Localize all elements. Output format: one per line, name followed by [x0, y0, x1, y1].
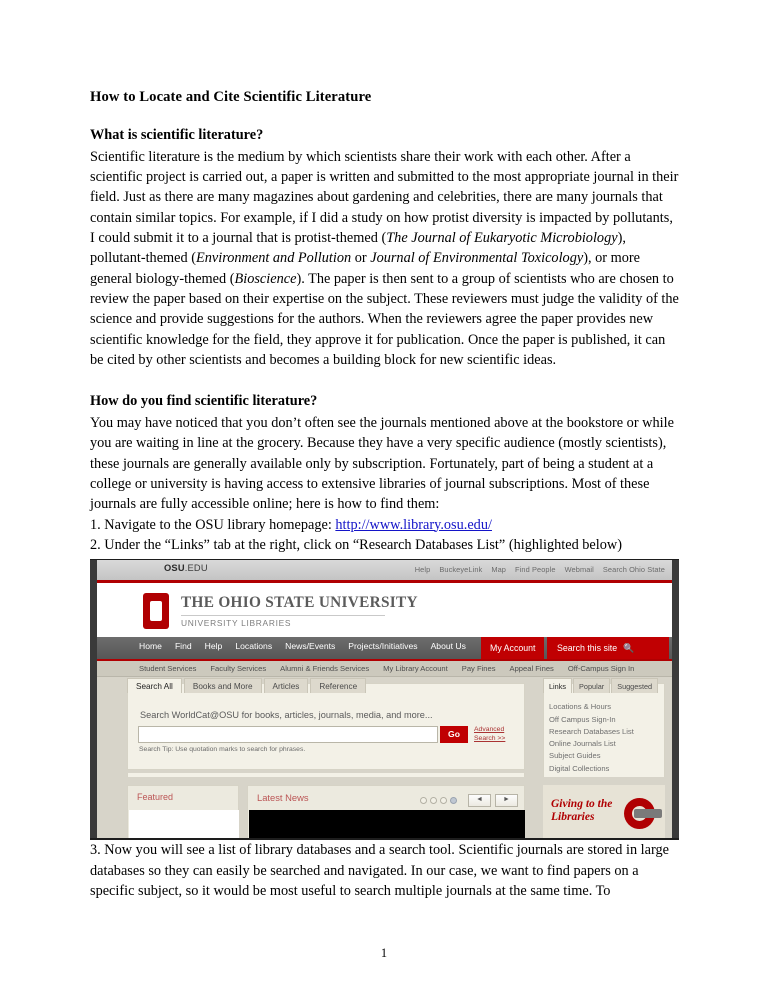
news-carousel-controls — [420, 791, 518, 809]
latest-news-panel — [247, 785, 525, 839]
osu-library-link[interactable]: http://www.library.osu.edu/ — [335, 516, 492, 533]
paragraph-spacer — [90, 370, 679, 391]
latest-news-content — [249, 810, 525, 839]
search-tip-text: Search Tip: Use quotation marks to search for phrases. — [139, 746, 306, 754]
utility-link-help[interactable]: Help — [414, 565, 431, 575]
para1-text-c: or — [351, 250, 371, 267]
subnav-item-student-services[interactable]: Student Services — [139, 664, 197, 674]
paragraph-step-3: 3. Now you will see a list of library databases and a search tool. Scientific journals are stored in large databases so they can easily be searched and navigated. In our case, we want to find papers on a specific subject, so it would be most useful to search multiple journals at the same time. To — [90, 842, 669, 900]
paragraph-how-do-you-find: You may have noticed that you don’t often see the journals mentioned above at the bookstore or while you are waiting in line at the grocery. Because they have a very specific audience (mostly scientists), these journals are generally available only by subscription. Fortunately, part of being a student at a college or university is having access to extensive libraries of journal subscriptions. Most of these journals are fully accessible online; here is how to find them: — [90, 414, 674, 513]
main-navigation — [97, 637, 672, 661]
tab-popular[interactable]: Popular — [573, 678, 610, 693]
carousel-prev-button[interactable]: ◄ — [468, 794, 491, 807]
section-heading-what-is: What is scientific literature? — [90, 127, 264, 144]
page-number: 1 — [380, 946, 388, 960]
university-name: THE OHIO STATE UNIVERSITY — [181, 594, 418, 612]
para1-text-b: ), pollutant-themed ( — [90, 229, 626, 267]
link-locations-hours[interactable]: Locations & Hours — [549, 702, 612, 712]
section-heading-how-do-you-find: How do you find scientific literature? — [90, 393, 318, 410]
sub-nav-items — [139, 664, 648, 673]
osu-edu-rest: .EDU — [184, 563, 208, 574]
link-off-campus-sign-in[interactable]: Off Campus Sign-In — [549, 714, 616, 724]
para1-text-a: Scientific literature is the medium by which scientists share their work with each other. After a scientific project is carried out, a paper is written and submitted to the most appropriate journal in their field. Just as there are many magazines about gardening and celebrities, there are many journals that contain similar topics. For example, if I did a study on how protist diversity is impacted by pollutants, I could submit it to a journal that is protist-themed ( — [90, 148, 679, 246]
nav-item-find[interactable]: Find — [174, 641, 192, 652]
giving-banner-text — [551, 798, 612, 824]
giving-to-libraries-banner[interactable] — [543, 785, 665, 839]
carousel-next-button[interactable]: ► — [495, 794, 518, 807]
step-1-text: 1. Navigate to the OSU library homepage: — [90, 516, 336, 533]
screenshot-viewport — [97, 560, 672, 839]
subnav-item-appeal-fines[interactable]: Appeal Fines — [509, 664, 554, 674]
embedded-screenshot-osu-library — [90, 559, 679, 840]
nav-item-locations[interactable]: Locations — [235, 641, 273, 652]
go-button[interactable]: Go — [440, 726, 468, 743]
nav-item-news-events[interactable]: News/Events — [285, 641, 336, 652]
nav-item-projects-initiatives[interactable]: Projects/Initiatives — [348, 641, 418, 652]
carousel-dot-1[interactable] — [420, 797, 427, 804]
utility-link-webmail[interactable]: Webmail — [564, 565, 594, 575]
latest-news-title: Latest News — [257, 792, 309, 804]
subnav-item-pay-fines[interactable]: Pay Fines — [461, 664, 496, 674]
link-digital-collections[interactable]: Digital Collections — [549, 763, 610, 773]
featured-title: Featured — [137, 792, 174, 803]
subnav-item-faculty-services[interactable]: Faculty Services — [210, 664, 267, 674]
carousel-dot-3[interactable] — [440, 797, 447, 804]
utility-link-find-people[interactable]: Find People — [515, 565, 556, 575]
link-subject-guides[interactable]: Subject Guides — [549, 751, 601, 761]
brand-header — [97, 583, 672, 637]
osu-utility-bar — [97, 560, 672, 583]
carousel-dot-2[interactable] — [430, 797, 437, 804]
giving-line-1: Giving to the — [551, 798, 613, 811]
tab-articles[interactable]: Articles — [264, 678, 309, 693]
search-icon: 🔍 — [623, 643, 635, 654]
osu-edu-logo[interactable] — [164, 563, 208, 573]
tab-suggested[interactable]: Suggested — [611, 678, 658, 693]
search-input[interactable] — [138, 726, 438, 743]
step-1 — [90, 515, 679, 535]
brand-divider — [181, 615, 385, 616]
featured-content — [129, 810, 239, 839]
athletic-o-logo-icon — [624, 798, 655, 829]
search-prompt-label: Search WorldCat@OSU for books, articles, journals, media, and more... — [140, 710, 433, 721]
subnav-item-alumni-friends-services[interactable]: Alumni & Friends Services — [280, 664, 370, 674]
para1-text-d: ), or more general biology-themed ( — [90, 250, 640, 287]
worldcat-search-panel — [127, 683, 525, 770]
nav-item-help[interactable]: Help — [204, 641, 223, 652]
tab-search-all[interactable]: Search All — [127, 678, 182, 693]
search-tabs — [127, 676, 368, 692]
nav-item-home[interactable]: Home — [139, 641, 162, 652]
main-nav-items — [139, 641, 479, 651]
journal-name-1: The Journal of Eukaryotic Microbiology — [386, 229, 618, 246]
osu-edu-bold: OSU — [164, 563, 185, 574]
advanced-search-link[interactable]: Advanced Search >> — [474, 726, 506, 743]
block-o-logo-icon — [143, 593, 169, 629]
site-bottom-area — [97, 777, 672, 839]
subnav-item-my-library-account[interactable]: My Library Account — [383, 664, 448, 674]
utility-link-search-ohio-state[interactable]: Search Ohio State — [602, 565, 665, 575]
tab-links[interactable]: Links — [543, 678, 572, 693]
featured-panel — [127, 785, 239, 839]
utility-links — [406, 565, 665, 574]
links-panel — [543, 683, 665, 785]
tab-reference[interactable]: Reference — [310, 678, 366, 693]
unit-name: UNIVERSITY LIBRARIES — [181, 618, 292, 629]
document-body — [90, 88, 679, 901]
link-online-journals-list[interactable]: Online Journals List — [549, 739, 616, 749]
nav-item-about-us[interactable]: About Us — [430, 641, 466, 652]
site-search-button[interactable] — [547, 637, 669, 659]
link-research-databases-list-highlighted[interactable]: Research Databases List — [549, 726, 634, 736]
para1-text-e: ). The paper is then sent to a group of scientists who are chosen to review the paper based on their expertise on the subject. These reviewers must judge the validity of the science and provide suggestions for the authors. When the reviewers agree the paper provides new scientific knowledge for the field, they approve it for publication. Once the paper is published, it can be cited by other scientists and becomes a building block for new scientific ideas. — [90, 270, 679, 369]
journal-name-4: Bioscience — [234, 270, 297, 287]
journal-name-3: Journal of Environmental Toxicology — [370, 250, 584, 267]
tab-books-and-more[interactable]: Books and More — [184, 678, 262, 693]
utility-link-map[interactable]: Map — [491, 565, 507, 575]
links-panel-tabs — [543, 676, 659, 694]
paragraph-what-is — [90, 147, 679, 371]
my-account-button[interactable]: My Account — [481, 637, 544, 659]
subnav-item-off-campus-sign-in[interactable]: Off-Campus Sign In — [567, 664, 635, 674]
page-title: How to Locate and Cite Scientific Literature — [90, 89, 372, 105]
sub-navigation — [97, 661, 672, 677]
utility-link-buckeyelink[interactable]: BuckeyeLink — [439, 565, 483, 575]
site-search-label: Search this site — [557, 643, 618, 654]
giving-line-2: Libraries — [551, 811, 595, 824]
carousel-dot-4[interactable] — [450, 797, 457, 804]
site-main-area — [97, 677, 672, 777]
step-2: 2. Under the “Links” tab at the right, click on “Research Databases List” (highlighted below) — [90, 536, 622, 553]
journal-name-2: Environment and Pollution — [196, 250, 352, 267]
